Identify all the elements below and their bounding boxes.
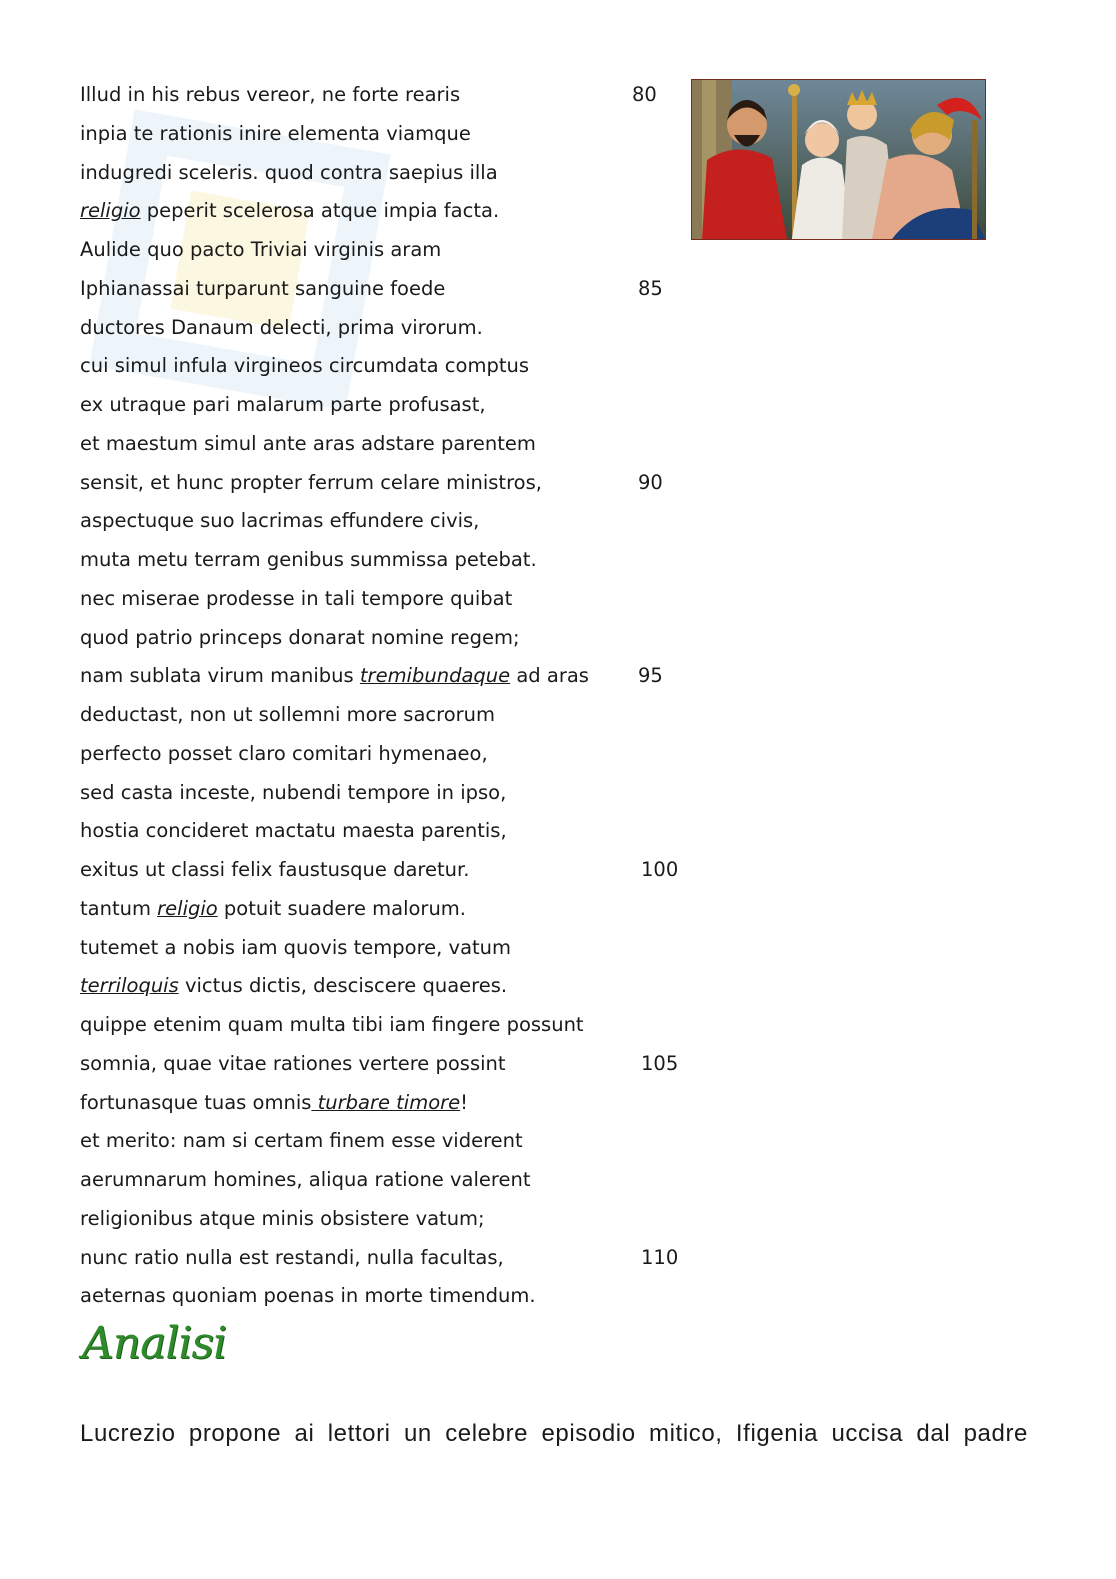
poem-line (80, 619, 700, 658)
poem-line-text: ex utraque pari malarum parte profusast, (80, 393, 486, 416)
poem-line-text: quippe etenim quam multa tibi iam fingere possunt (80, 1013, 584, 1036)
poem-line-text: Illud in his rebus vereor, ne forte rearis (80, 83, 461, 106)
poem-line (80, 851, 700, 890)
poem-line-text: et maestum simul ante aras adstare parentem (80, 431, 536, 455)
poem-line-text: inpia te rationis inire elementa viamque (80, 121, 471, 145)
emphasized-word: religio (157, 896, 218, 920)
poem-line (80, 735, 700, 774)
poem-line-text: indugredi sceleris. quod contra saepius illa (80, 160, 498, 184)
emphasized-word: religio (80, 199, 141, 223)
poem-line-text: religio peperit scelerosa atque impia facta. (80, 199, 500, 223)
section-title: Analisi (82, 1318, 227, 1369)
poem-line-text: nec miserae prodesse in tali tempore quibat (80, 586, 513, 610)
poem-line-text: sed casta inceste, nubendi tempore in ipso, (80, 780, 507, 804)
poem-line (80, 1200, 700, 1239)
poem-line (80, 192, 700, 231)
poem-line-text: quod patrio princeps donarat nomine regem; (80, 625, 520, 649)
poem-line-text: Iphianassai turparunt sanguine foede (80, 276, 446, 300)
verse-number: 95 (638, 664, 663, 688)
emphasized-word: terriloquis (80, 974, 179, 998)
poem-line (80, 1122, 700, 1161)
poem-line-text: terriloquis victus dictis, desciscere quaeres. (80, 974, 508, 998)
poem-line-text: nam sublata virum manibus tremibundaque ad aras (80, 664, 589, 688)
verse-number: 80 (632, 83, 657, 106)
poem-line (80, 812, 700, 851)
poem-line (80, 890, 700, 929)
poem-line-text: fortunasque tuas omnis turbare timore! (80, 1090, 468, 1114)
poem-line (80, 967, 700, 1006)
verse-number: 100 (641, 858, 679, 881)
poem-line-text: sensit, et hunc propter ferrum celare ministros, (80, 470, 542, 494)
poem-line-text: nunc ratio nulla est restandi, nulla facultas, (80, 1245, 504, 1269)
poem-line (80, 1239, 700, 1278)
poem-line-text: muta metu terram genibus summissa petebat. (80, 548, 537, 571)
poem-line (80, 1277, 700, 1316)
poem-line (80, 231, 700, 270)
poem-line (80, 464, 700, 503)
poem-line (80, 502, 700, 541)
poem-line (80, 1161, 700, 1200)
poem-line (80, 541, 700, 580)
poem-line (80, 1084, 700, 1123)
poem-line-text: aerumnarum homines, aliqua ratione valerent (80, 1168, 531, 1191)
poem-line-text: aspectuque suo lacrimas effundere civis, (80, 509, 480, 533)
poem-line (80, 154, 700, 193)
poem-line (80, 76, 700, 115)
poem-line-text: deductast, non ut sollemni more sacrorum (80, 703, 496, 726)
poem-line-text: aeternas quoniam poenas in morte timendum. (80, 1284, 536, 1308)
emphasized-word: turbare timore (311, 1090, 461, 1114)
poem-line-text: cui simul infula virgineos circumdata comptus (80, 354, 529, 378)
poem-line-text: et merito: nam si certam finem esse viderent (80, 1129, 523, 1153)
poem-line (80, 347, 700, 386)
poem-line (80, 657, 700, 696)
poem-line (80, 386, 700, 425)
poem-line-text: hostia concideret mactatu maesta parentis, (80, 819, 507, 843)
poem-line (80, 696, 700, 735)
verse-number: 105 (641, 1051, 679, 1075)
poem-line-text: somnia, quae vitae rationes vertere possint (80, 1051, 506, 1075)
poem-line (80, 309, 700, 348)
poem-line-text: ductores Danaum delecti, prima virorum. (80, 315, 483, 339)
poem-line (80, 1006, 700, 1045)
poem-line-text: perfecto posset claro comitari hymenaeo, (80, 741, 488, 765)
poem-block (80, 76, 700, 1316)
poem-line (80, 425, 700, 464)
poem-line-text: religionibus atque minis obsistere vatum; (80, 1206, 485, 1230)
poem-line (80, 774, 700, 813)
poem-line (80, 580, 700, 619)
poem-line (80, 270, 700, 309)
poem-line-text: exitus ut classi felix faustusque daretur. (80, 858, 470, 881)
verse-number: 90 (638, 470, 663, 494)
verse-number: 110 (641, 1245, 679, 1269)
analysis-paragraph: Lucrezio propone ai lettori un celebre episodio mitico, Ifigenia uccisa dal padre (80, 1420, 1028, 1447)
poem-line (80, 115, 700, 154)
poem-line-text: tantum religio potuit suadere malorum. (80, 896, 466, 920)
poem-line-text: Aulide quo pacto Triviai virginis aram (80, 238, 442, 261)
poem-line-text: tutemet a nobis iam quovis tempore, vatum (80, 935, 512, 959)
painting-image (691, 79, 986, 240)
verse-number: 85 (638, 276, 663, 300)
emphasized-word: tremibundaque (359, 664, 511, 688)
poem-line (80, 929, 700, 968)
poem-line (80, 1045, 700, 1084)
